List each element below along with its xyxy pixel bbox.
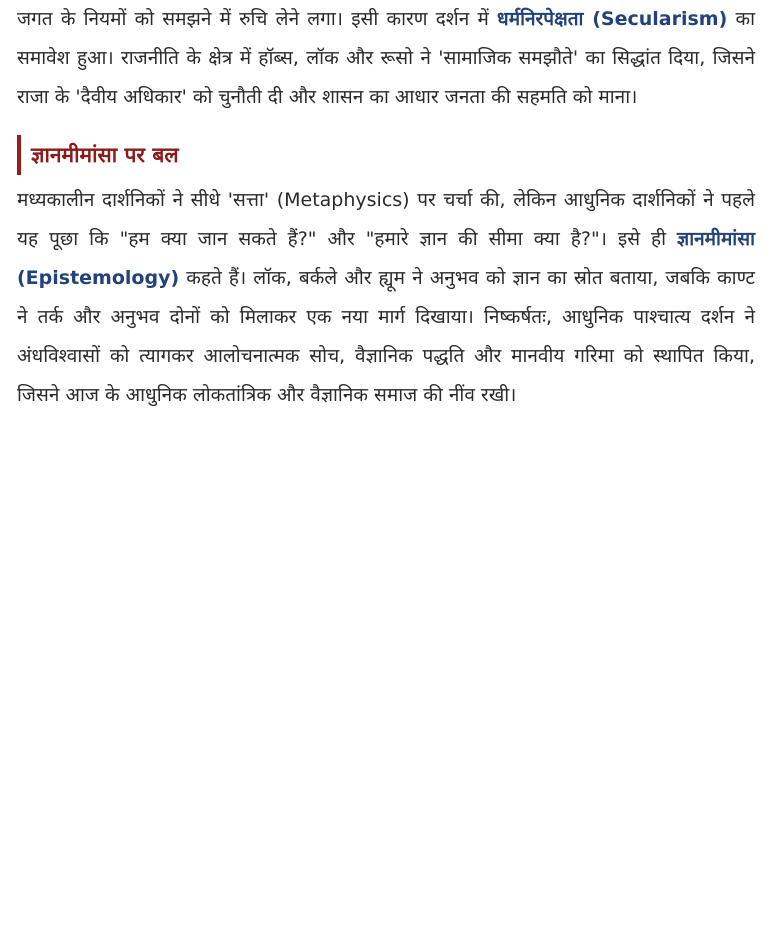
paragraph-text: जगत के नियमों को समझने में रुचि लेने लगा। इसी कारण दर्शन में bbox=[17, 8, 498, 30]
section-heading bbox=[17, 135, 755, 175]
paragraph-epistemology bbox=[17, 181, 755, 415]
document-body bbox=[17, 0, 755, 415]
paragraph-secularism bbox=[17, 0, 755, 117]
section-heading-text: ज्ञानमीमांसा पर बल bbox=[31, 143, 179, 167]
paragraph-text: मध्यकालीन दार्शनिकों ने सीधे 'सत्ता' (Metaphysics) पर चर्चा की, लेकिन आधुनिक दार्शनिकों ने पहले यह पूछा कि "हम क्या जान सकते हैं?" और "हमारे ज्ञान की सीमा क्या है?"। इसे ही bbox=[17, 189, 755, 250]
paragraph-text: कहते हैं। लॉक, बर्कले और ह्यूम ने अनुभव को ज्ञान का स्रोत बताया, जबकि काण्ट ने तर्क और अनुभव दोनों को मिलाकर एक नया मार्ग दिखाया। निष्कर्षतः, आधुनिक पाश्चात्य दर्शन ने अंधविश्वासों को त्यागकर आलोचनात्मक सोच, वैज्ञानिक पद्धति और मानवीय गरिमा को स्थापित किया, जिसने आज के आधुनिक लोकतांत्रिक और वैज्ञानिक समाज की नींव रखी। bbox=[17, 267, 755, 406]
term-epistemology: ज्ञानमीमांसा (Epistemology) bbox=[17, 228, 755, 289]
paragraph-text: का समावेश हुआ। राजनीति के क्षेत्र में हॉब्स, लॉक और रूसो ने 'सामाजिक समझौते' का सिद्धांत दिया, जिसने राजा के 'दैवीय अधिकार' को चुनौती दी और शासन का आधार जनता की सहमति को माना। bbox=[17, 8, 756, 108]
term-secularism: धर्मनिरपेक्षता (Secularism) bbox=[497, 8, 728, 30]
